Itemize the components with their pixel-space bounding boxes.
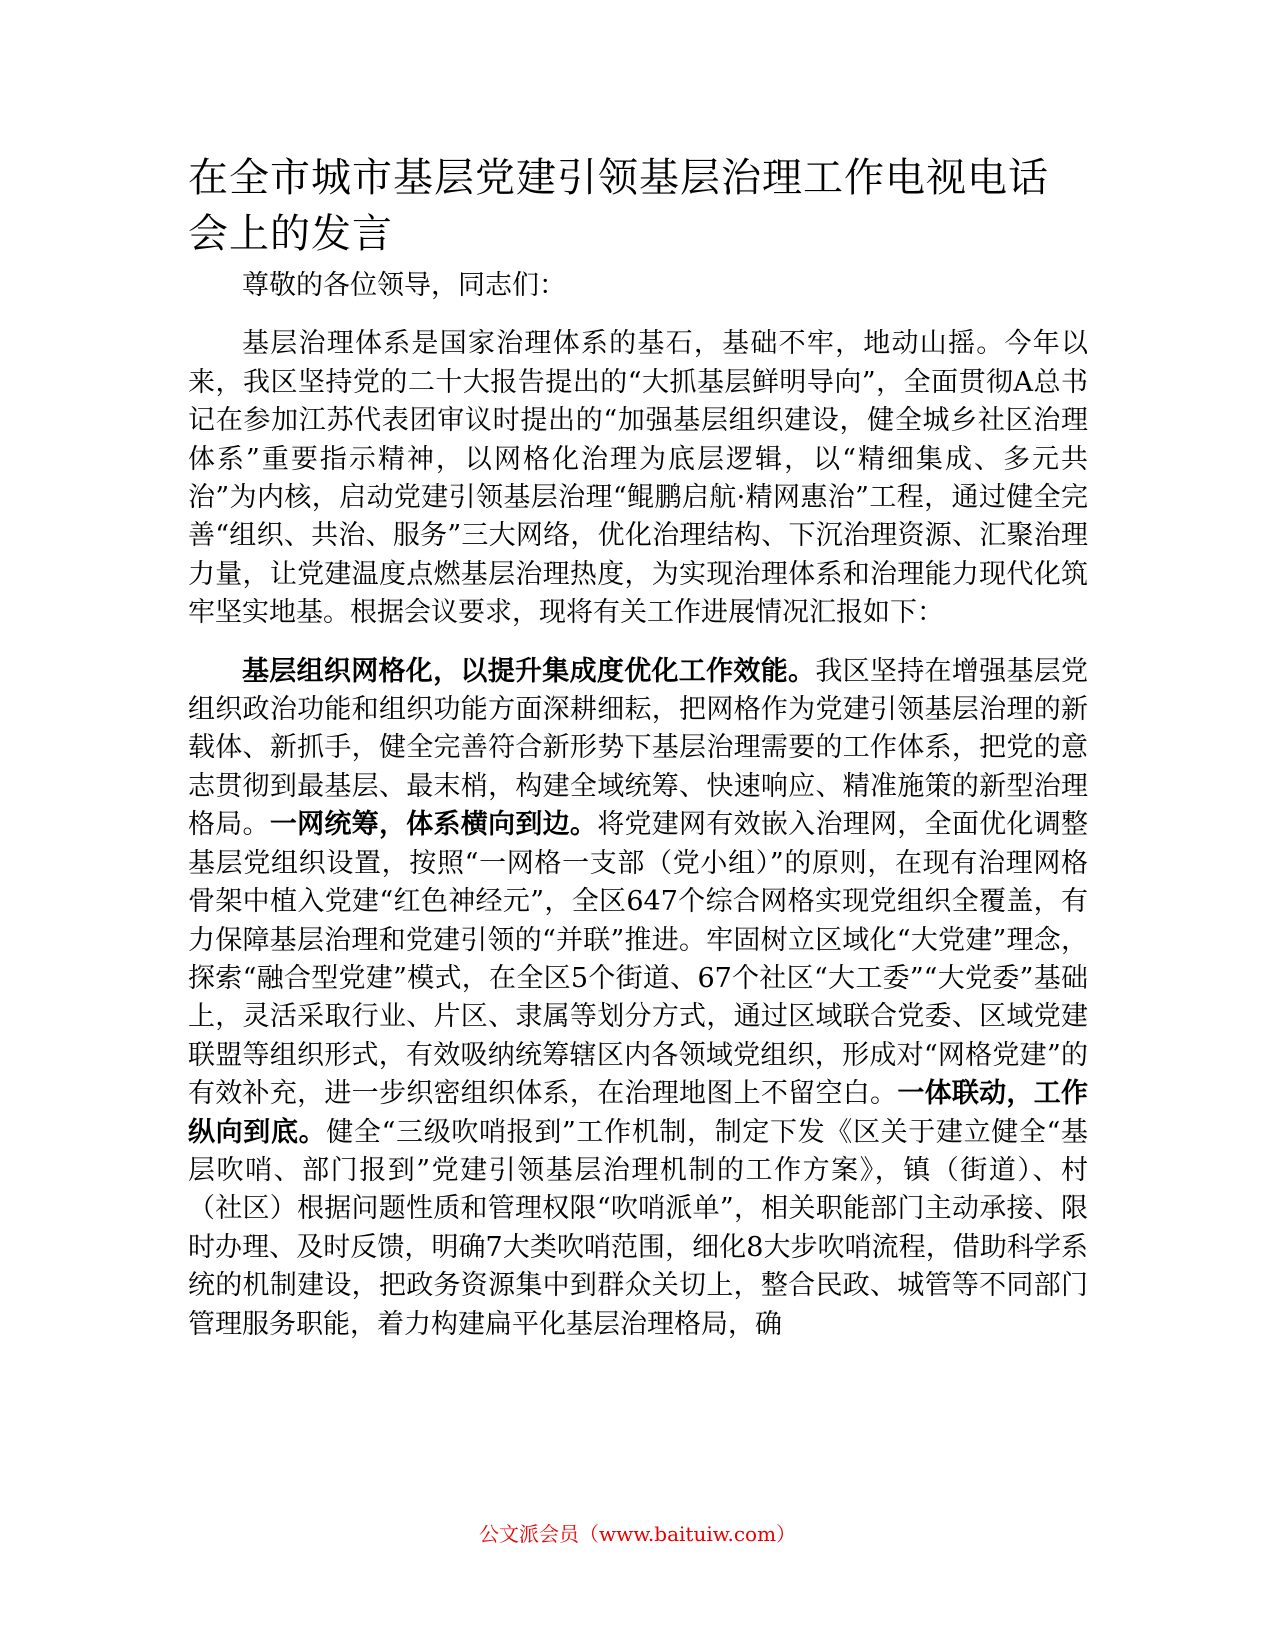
paragraph-text: 我区坚持在增强基层党组织政治功能和组织功能方面深耕细耘，把网格作为党建引领基层治理的新载体、新抓手，健全完善符合新形势下基层治理需要的工作体系，把党的意志贯彻到最基层、最末梢，构建全域统筹、快速响应、精准施策的新型治理格局。 [188,655,1089,841]
section-heading: 基层组织网格化，以提升集成度优化工作效能。 [242,655,816,687]
footer-watermark: 公文派会员（www.baituiw.com） [478,1522,797,1546]
subheading-one-network: 一网统筹，体系横向到边。 [269,809,598,841]
paragraph-text: 健全“三级吹哨报到”工作机制，制定下发《区关于建立健全“基层吹哨、部门报到”党建引领基层治理机制的工作方案》，镇（街道）、村（社区）根据问题性质和管理权限“吹哨派单”，相关职能部门主动承接、限时办理、及时反馈，明确7大类吹哨范围，细化8大步吹哨流程，借助科学系统的机制建设，把政务资源集中到群众关切上，整合民政、城管等不同部门管理服务职能，着力构建扁平化基层治理格局，确 [188,1116,1088,1340]
document-title: 在全市城市基层党建引领基层治理工作电视电话会上的发言 [188,155,1049,257]
paragraph-grid-organization [188,653,1088,1344]
paragraph-intro: 基层治理体系是国家治理体系的基石，基础不牢，地动山摇。今年以来，我区坚持党的二十大报告提出的“大抓基层鲜明导向”，全面贯彻A总书记在参加江苏代表团审议时提出的“加强基层组织建设，健全城乡社区治理体系”重要指示精神，以网格化治理为底层逻辑，以“精细集成、多元共治”为内核，启动党建引领基层治理“鲲鹏启航·精网惠治”工程，通过健全完善“组织、共治、服务”三大网络，优化治理结构、下沉治理资源、汇聚治理力量，让党建温度点燃基层治理热度，为实现治理体系和治理能力现代化筑牢坚实地基。根据会议要求，现将有关工作进展情况汇报如下： [188,328,1088,629]
paragraph-text: 将党建网有效嵌入治理网，全面优化调整基层党组织设置，按照“一网格一支部（党小组）”的原则，在现有治理网格骨架中植入党建“红色神经元”，全区647个综合网格实现党组织全覆盖，有力保障基层治理和党建引领的“并联”推进。牢固树立区域化“大党建”理念，探索“融合型党建”模式，在全区5个街道、67个社区“大工委”“大党委”基础上，灵活采取行业、片区、隶属等划分方式，通过区域联合党委、区域党建联盟等组织形式，有效吸纳统筹辖区内各领域党组织，形成对“网格党建”的有效补充，进一步织密组织体系，在治理地图上不留空白。 [188,809,1088,1110]
greeting: 尊敬的各位领导，同志们： [242,270,566,301]
subheading-one-linkage: 一体联动，工作纵向到底。 [188,1078,1088,1148]
document-body [188,267,1088,1344]
